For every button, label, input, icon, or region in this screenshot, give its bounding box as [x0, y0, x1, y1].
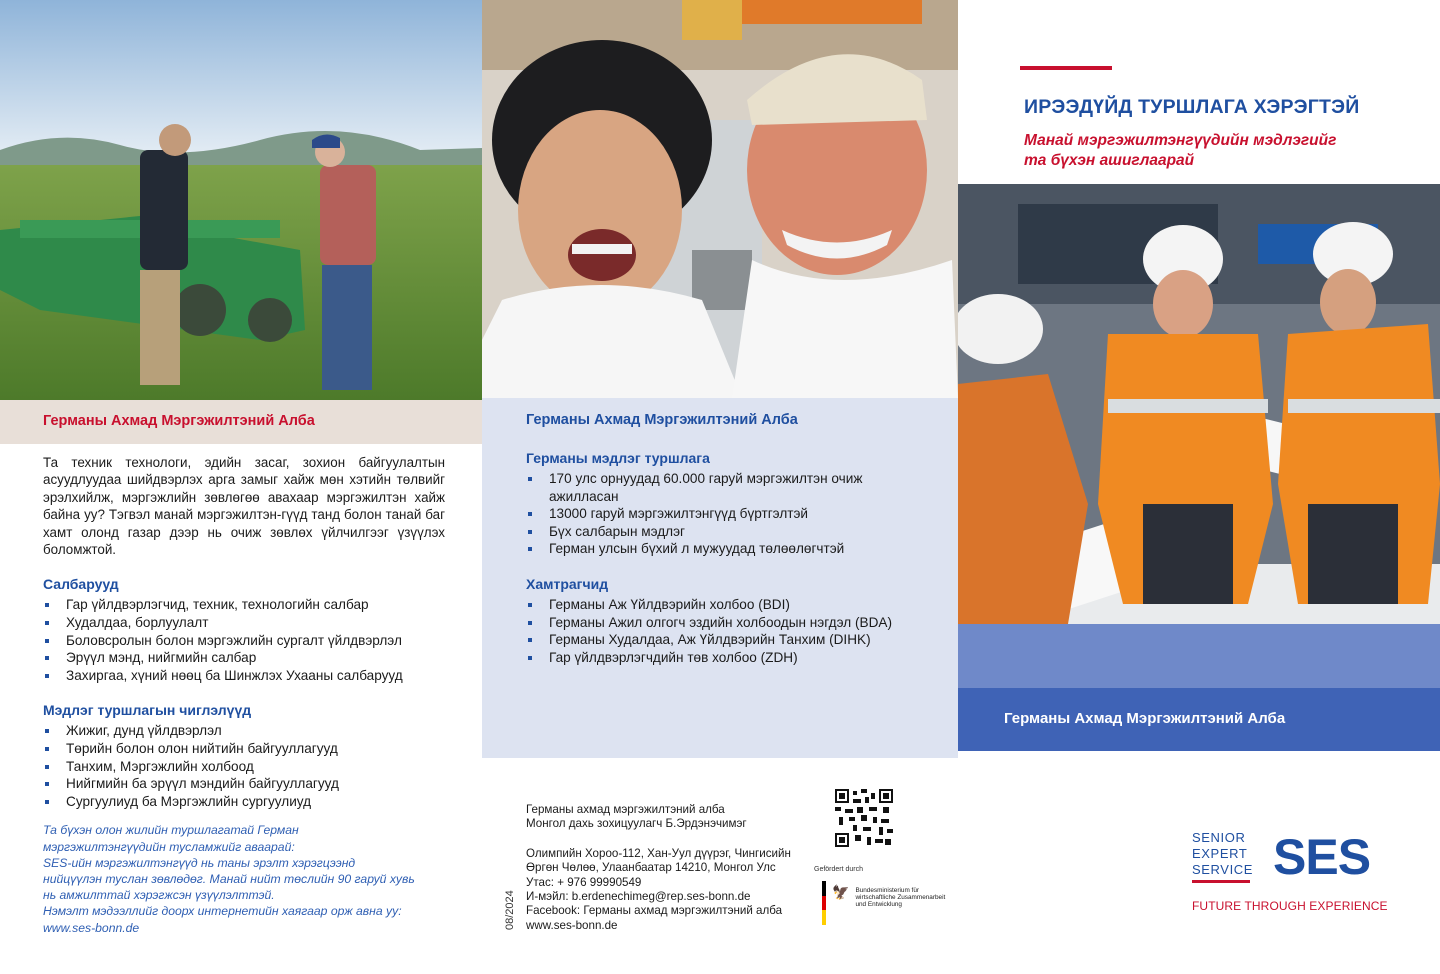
directions-heading: Мэдлэг туршлагын чиглэлүүд — [43, 702, 252, 719]
chef-photo — [482, 0, 958, 398]
logo-word-senior: SENIOR — [1192, 830, 1246, 845]
list-item: Эрүүл мэнд, нийгмийн салбар — [43, 649, 445, 667]
cover-blue-band — [958, 688, 1440, 751]
closing-line: SES-ийн мэргэжилтэнгүүд нь таны эрэлт хэрэгцээнд — [43, 855, 356, 870]
info-inner — [526, 412, 926, 666]
ministry-name-line: Bundesministerium für — [855, 887, 920, 894]
logo-words — [1192, 830, 1253, 883]
left-title-band — [0, 400, 482, 444]
photo-blue-overlay — [958, 624, 1440, 688]
right-panel — [958, 0, 1440, 974]
cover-headline: ИРЭЭДҮЙД ТУРШЛАГА ХЭРЭГТЭЙ — [1024, 96, 1360, 118]
list-item: Сургуулиуд ба Мэргэжлийн сургуулиуд — [43, 793, 445, 811]
directions-list — [43, 722, 445, 810]
website-link[interactable]: www.ses-bonn.de — [43, 920, 140, 935]
farm-photo — [0, 0, 482, 400]
date-code: 08/2024 — [504, 890, 516, 930]
partners-heading: Хамтрагчид — [526, 575, 609, 592]
ministry-logo — [814, 881, 954, 925]
subhead-line: Манай мэргэжилтэнгүүдийн мэдлэгийг — [1024, 132, 1337, 149]
list-item: Танхим, Мэргэжлийн холбоод — [43, 758, 445, 776]
closing-line: нийцүүлэн туслан зөвлөдөг. Манай нийт төслийн 90 гаруй хувь — [43, 871, 415, 886]
qr-code-graphic — [835, 789, 893, 847]
left-panel — [0, 0, 482, 974]
logo-row — [1192, 830, 1392, 883]
list-item: Германы Ажил олгогч эздийн холбоодын нэгдэл (BDA) — [526, 614, 926, 632]
list-item: Төрийн болон олон нийтийн байгууллагууд — [43, 740, 445, 758]
contact-facebook[interactable]: Facebook: Германы ахмад мэргэжилтэний алба — [526, 904, 783, 918]
closing-line: Нэмэлт мэдээллийг доорх интернетийн хаягаар орж авна уу: — [43, 904, 402, 919]
logo-word-expert: EXPERT — [1192, 846, 1248, 861]
list-item: Боловсролын болон мэргэжлийн сургалт үйлдвэрлэл — [43, 632, 445, 650]
middle-panel — [482, 0, 958, 974]
list-item: Гар үйлдвэрлэгчдийн төв холбоо (ZDH) — [526, 649, 926, 667]
funding-notice — [814, 866, 954, 925]
contact-website[interactable]: www.ses-bonn.de — [526, 918, 618, 932]
experience-heading: Германы мэдлэг туршлага — [526, 450, 710, 466]
contact-block — [526, 803, 826, 933]
contact-org: Германы ахмад мэргэжилтэний алба — [526, 803, 725, 816]
chef-photo-illustration — [482, 0, 958, 398]
info-title: Германы Ахмад Мэргэжилтэний Алба — [526, 412, 798, 428]
left-body — [43, 454, 445, 936]
list-item: Нийгмийн ба эрүүл мэндийн байгууллагууд — [43, 775, 445, 793]
engineers-photo — [958, 184, 1440, 624]
list-item: Захиргаа, хүний нөөц ба Шинжлэх Ухааны салбарууд — [43, 667, 445, 685]
list-item: Гар үйлдвэрлэгчид, техник, технологийн салбар — [43, 596, 445, 614]
info-box — [482, 398, 958, 758]
funded-label: Gefördert durch — [814, 866, 864, 873]
logo-tagline: FUTURE THROUGH EXPERIENCE — [1192, 899, 1388, 913]
list-item: Бүх салбарын мэдлэг — [526, 523, 926, 541]
ministry-name-line: und Entwicklung — [855, 901, 902, 909]
list-item: Худалдаа, борлуулалт — [43, 614, 445, 632]
ministry-name-line: wirtschaftliche Zusammenarbeit — [855, 894, 946, 902]
subhead-line: та бүхэн ашиглаарай — [1024, 152, 1195, 169]
federal-eagle-icon: 🦅 — [832, 884, 850, 900]
list-item: Жижиг, дунд үйлдвэрлэл — [43, 722, 445, 740]
logo-word-service: SERVICE — [1192, 862, 1254, 877]
sectors-heading: Салбарууд — [43, 576, 119, 593]
closing-line: Та бүхэн олон жилийн туршлагатай Герман — [43, 823, 299, 838]
list-item: Германы Худалдаа, Аж Үйлдвэрийн Танхим (DIHK) — [526, 631, 926, 649]
closing-line: нь амжилттай хэрэгжсэн үзүүлэлттэй. — [43, 888, 275, 903]
experience-list — [526, 470, 926, 558]
qr-code-icon[interactable] — [835, 789, 893, 847]
cover-subhead — [1024, 131, 1424, 171]
list-item: Герман улсын бүхий л мужуудад төлөөлөгчтэй — [526, 540, 926, 558]
sectors-list — [43, 596, 445, 684]
closing-line: мэргэжилтэнгүүдийн тусламжийг аваарай: — [43, 839, 295, 854]
contact-email[interactable]: И-мэйл: b.erdenechimeg@rep.ses-bonn.de — [526, 890, 751, 904]
ses-logo — [1192, 830, 1392, 913]
partners-list — [526, 596, 926, 666]
farm-photo-illustration — [0, 0, 482, 400]
cover-band-title: Германы Ахмад Мэргэжилтэний Алба — [1004, 710, 1286, 727]
red-divider — [1020, 66, 1112, 70]
contact-address-2: Өргөн Чөлөө, Улаанбаатар 14210, Монгол Улс — [526, 861, 776, 875]
contact-address-1: Олимпийн Хороо-112, Хан-Уул дүүрэг, Чингисийн — [526, 846, 791, 860]
logo-underline — [1192, 880, 1250, 883]
ses-wordmark: SES — [1273, 828, 1371, 885]
intro-paragraph: Та техник технологи, эдийн засаг, зохион байгуулалтын асуудлуудаа шийдвэрлэх арга замыг хайж мөн хэтийн төлвийг эрэлхийлж, мэргэжлийн зөвлөгөө авахаар мэргэжилтэн хайж байна уу? Тэгвэл манай мэргэжилтэн-гүүд танд болон танай баг хамт олонд газар дээр нь очиж зөвлөх үйлчилгээг үзүүлэх боломжтой. — [43, 455, 445, 558]
ministry-name — [855, 887, 945, 909]
list-item: Германы Аж Үйлдвэрийн холбоо (BDI) — [526, 596, 926, 614]
left-band-title: Германы Ахмад Мэргэжилтэний Алба — [43, 413, 315, 429]
list-item: 13000 гаруй мэргэжилтэнгүүд бүртгэлтэй — [526, 505, 926, 523]
closing-note — [43, 822, 445, 935]
german-flag-icon — [822, 881, 826, 925]
contact-phone: Утас: + 976 99990549 — [526, 875, 642, 889]
engineers-photo-illustration — [958, 184, 1440, 624]
contact-coordinator: Монгол дахь зохицуулагч Б.Эрдэнэчимэг — [526, 817, 747, 831]
list-item: 170 улс орнуудад 60.000 гаруй мэргэжилтэн очиж ажилласан — [526, 470, 926, 505]
